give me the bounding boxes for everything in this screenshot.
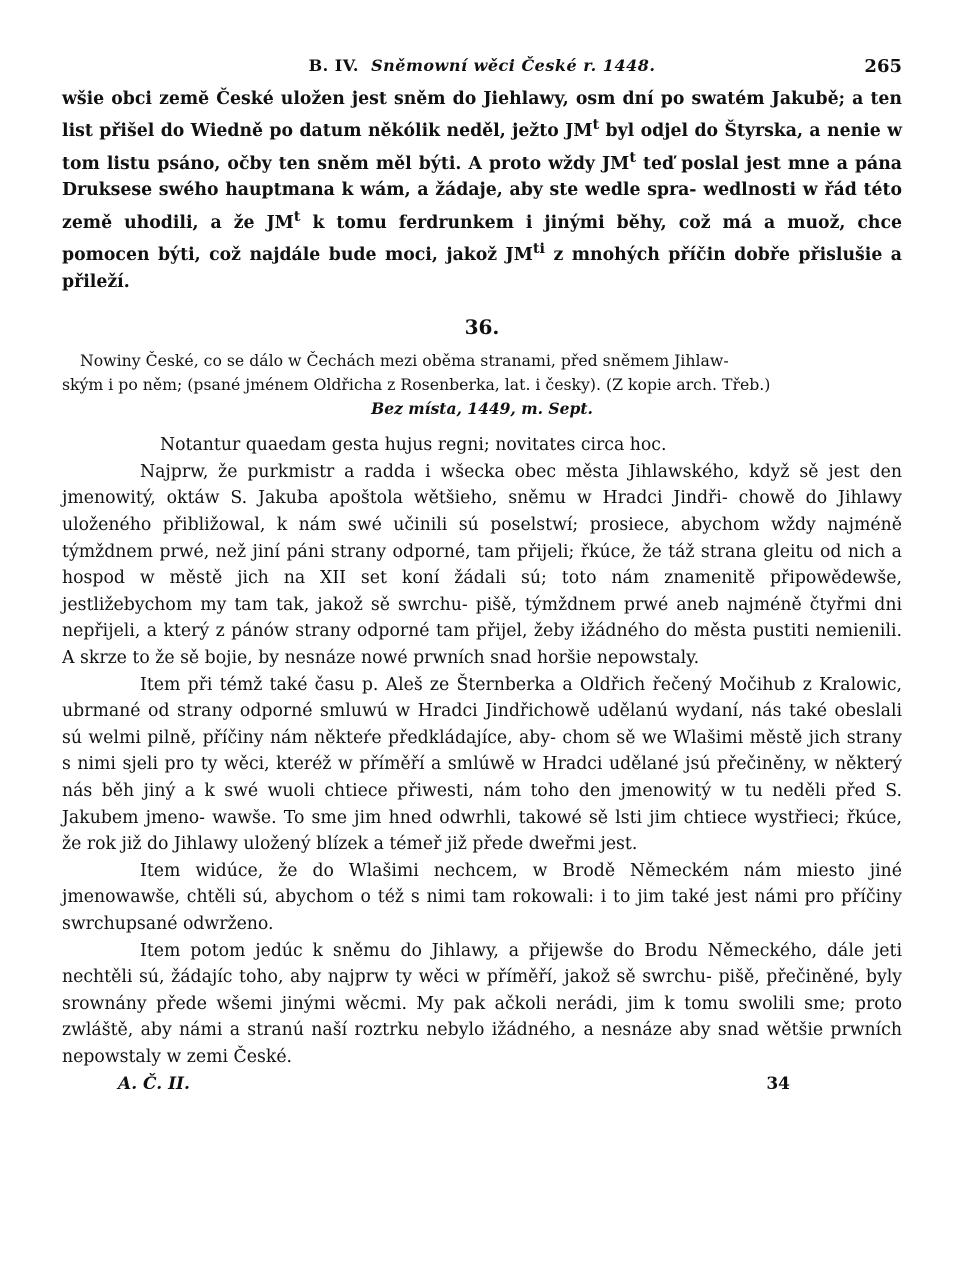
continuation-line: a nenie w tom listu psáno, očby ten sněm měl býti. A proto wždy $JM^t$ teď poslal [62, 121, 902, 174]
page-footer [62, 1074, 902, 1102]
paragraph-2-line: chtiece přiwesti, nám toho den jmenowitý w tu neděli před S. Jakubem jmeno- [62, 780, 902, 828]
running-header [62, 56, 902, 86]
continuation-line: wedlnosti w řád této země uhodili, a že $JM^t$ k tomu ferdrunkem i jinými běhy, [62, 180, 902, 233]
incipit: Notantur quaedam gesta hujus regni; novitates circa hoc. [160, 435, 667, 456]
paragraph-2-line: Item při témž také času p. Aleš ze Šternberka a Oldřich řečený Močihub [140, 674, 796, 695]
paragraph-2 [62, 672, 902, 858]
paragraph-2-line: rok již do Jihlawy uložený blízek a témeř již přede dweřmi jest. [86, 834, 638, 855]
continuation-line: příčin dobře přislušie a přileží. [62, 245, 902, 292]
dateline: Bez místa, 1449, m. Sept. [371, 399, 593, 419]
summary-line-1: Nowiny České, co se dálo w Čechách mezi oběma stranami, před sněmem Jihlaw- [80, 351, 729, 371]
paragraph-4-line: Item potom jedúc k sněmu do Jihlawy, a přijewše do Brodu Německého, [140, 940, 818, 961]
sheet-number: 34 [766, 1074, 790, 1095]
paragraph-1-line: bojie, by nesnáze nowé prwních snad horšie nepowstaly. [204, 647, 700, 668]
paragraph-4-line: dále jeti nechtěli sú, žádajíc toho, aby najprw ty wěci w příměří, jakož sě swrchu- [62, 940, 902, 988]
paragraph-3-line: Item widúce, že do Wlašimi nechcem, w Brodě Německém nám miesto jiné [140, 860, 902, 881]
document-summary [62, 349, 902, 397]
continuation-line: wšie obci zemĕ České uložen jest sněm do Jiehlawy, osm dní po swatém Jakubě; [62, 89, 846, 109]
paragraph-4-line: jim k tomu swolili sme; proto zwláště, aby námi a stranú naší roztrku nebylo [62, 993, 902, 1041]
paragraph-1-line: řkúce, že táž strana gleitu od nich a hospod w městě jich na XII set koní žádali [62, 541, 902, 589]
summary-line-2: ským i po něm; (psané jménem Oldřicha z Rosenberka, lat. i česky). (Z kopie arch. Třeb.) [62, 375, 771, 395]
paragraph-2-line: wawše. To sme jim hned odwrhli, takowé sě lsti jim chtiece wystřieci; řkúce, že [62, 807, 902, 855]
paragraph-1-line: chowě do Jihlawy uloženého přibližowal, k nám swé učinili sú poselstwí; prosiece, [62, 488, 903, 535]
paragraph-3-line: pro příčiny swrchupsané odwrženo. [62, 887, 902, 934]
paragraph-2-line: a smlúwě w Hradci udělané jsú přečiněny, w některý nás běh jiný a k swé wuoli [62, 754, 903, 801]
paragraph-1-line: jest den jmenowitý, oktáw S. Jakuba apoštola wětšieho, sněmu w Hradci Jindři- [62, 461, 903, 509]
paragraph-3 [62, 858, 902, 938]
continuation-line: což má a muož, chce pomocen býti, což najdále bude moci, jakož $JM^{ti}$ z mnohých [62, 212, 903, 266]
continuation-line: a ten list přišel do Wiedně po datum někólik neděl, ježto $JM^t$ byl odjel do Štyrska, [62, 89, 902, 142]
document-number: 36. [464, 315, 500, 340]
page [62, 56, 902, 1102]
paragraph-1 [62, 459, 902, 672]
paragraph-2-line: wydaní, nás také obeslali sú welmi pilně, příčiny nám někteŕe předkládajíce, aby- [62, 701, 902, 748]
paragraph-4-line: ižádného, a nesnáze aby snad wětšie prwních nepowstaly w zemi České. [62, 1020, 902, 1067]
paragraph-1-line: abychom wždy najméně týmždnem prwé, než jiní páni strany odporné, tam přijeli; [62, 515, 902, 562]
paragraph-2-line: chom sě we Wlašimi městě jich strany s nimi sjeli pro ty wěci, kteréž w příměří [62, 727, 902, 775]
continuation-line: jest mne a pána Druksese swého hauptmana k wám, a žádaje, aby ste wedle spra- [62, 153, 903, 201]
paragraph-3-line: jmenowawše, chtěli sú, abychom o též s nimi tam rokowali: i to jim také jest námi [62, 887, 798, 908]
signature-mark: A. Č. II. [118, 1074, 190, 1095]
page-number: 265 [864, 56, 902, 77]
paragraph-4-line: pišě, přečiněné, byly srownány přede wšemi jinými wěcmi. My pak ačkoli nerádi, [62, 967, 902, 1014]
paragraph-2-line: z Kralowic, ubrmané od strany odporné smluwú w Hradci Jindřichowě udělanú [62, 674, 903, 722]
section-label: B. IV. [308, 56, 359, 75]
paragraph-1-line: Najprw, že purkmistr a radda i wšecka obec města Jihlawského, když sě [140, 461, 819, 482]
paragraph-1-line: sú; toto nám znamenitě připowědewše, jestližebychom my tam tak, jakož sě swrchu- [62, 568, 903, 615]
running-title: Sněmowní wěci České r. 1448. [371, 56, 656, 75]
paragraph-4 [62, 938, 902, 1071]
paragraph-1-line: odporné tam přijel, žeby ižádného do města pustiti nemienili. A skrze to že sě [62, 621, 902, 668]
continuation-paragraph [62, 86, 902, 295]
running-head [62, 56, 902, 75]
paragraph-1-line: pišě, týmždnem prwé aneb najméně čtyřmi dni nepřijeli, a který z pánów strany [62, 594, 903, 642]
